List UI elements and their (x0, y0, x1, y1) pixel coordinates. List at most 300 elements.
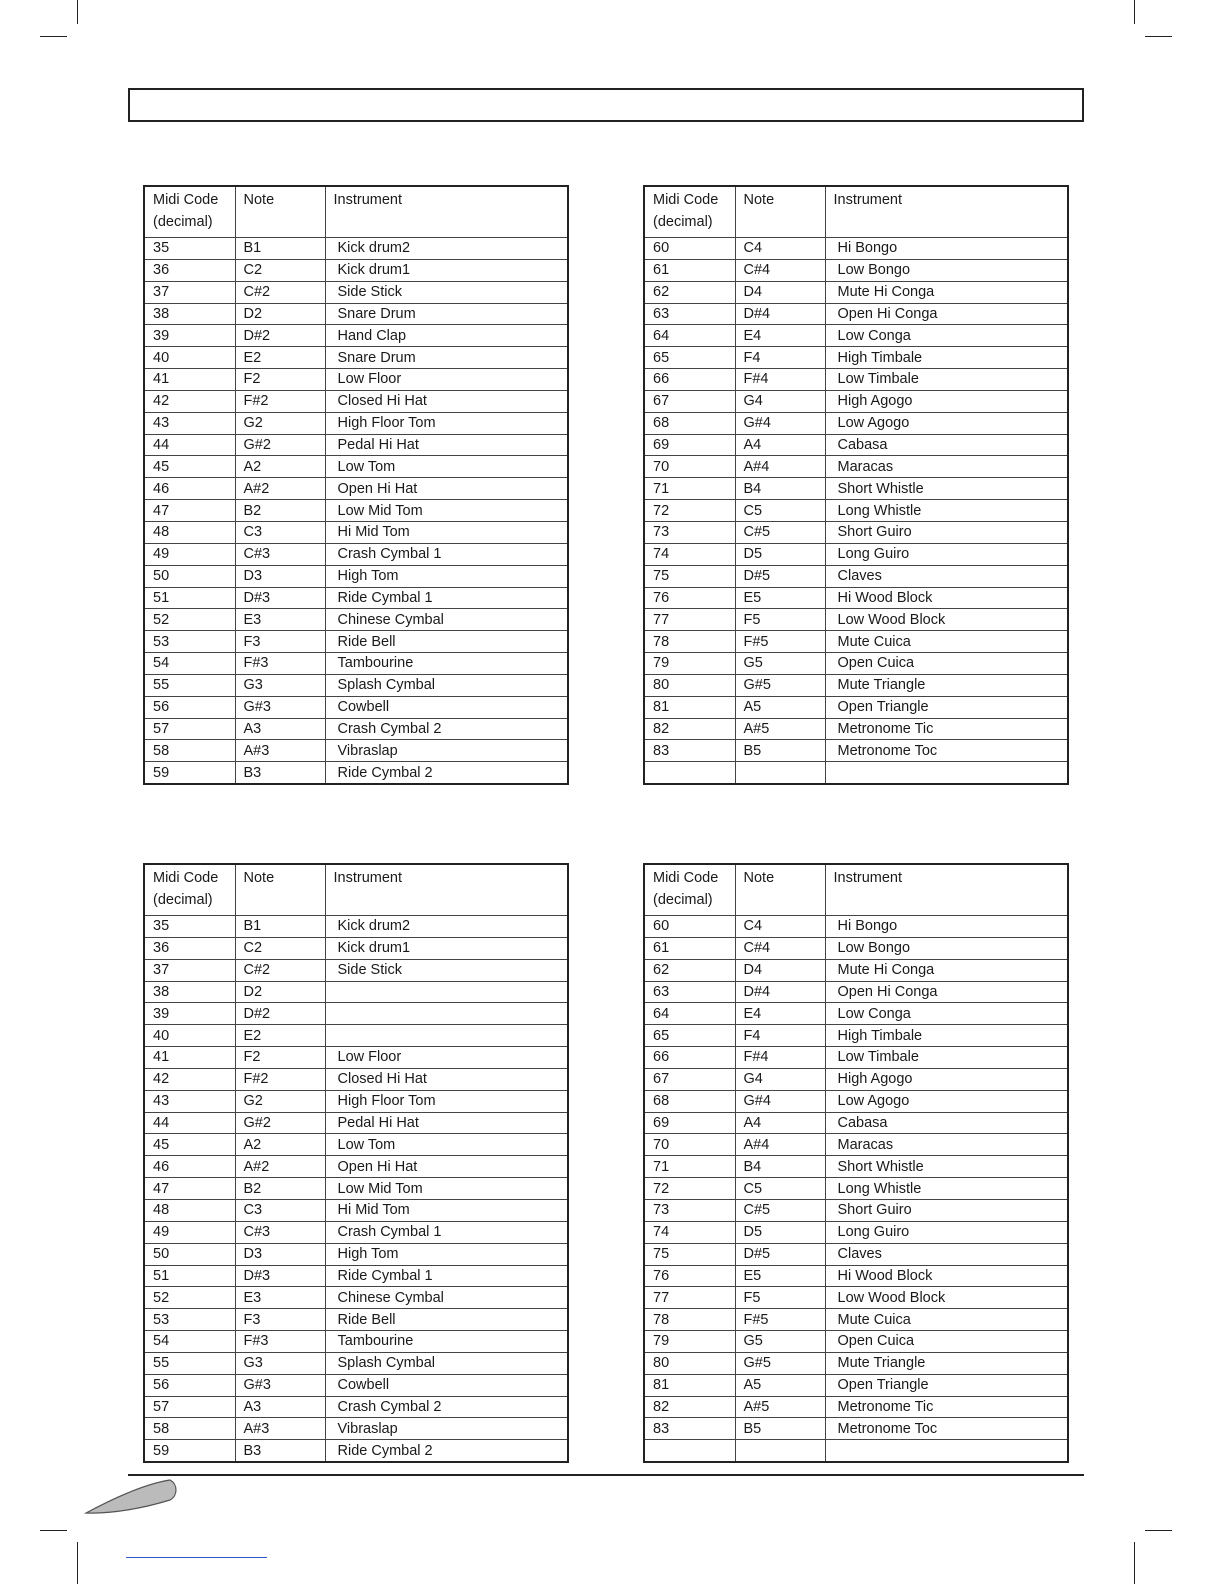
midi-code-cell: 49 (144, 1221, 235, 1243)
instrument-cell: Hand Clap (325, 325, 568, 347)
table-row (644, 916, 1068, 938)
midi-code-cell: 65 (644, 347, 735, 369)
table-body (644, 916, 1068, 1463)
note-cell: B4 (735, 1156, 825, 1178)
instrument-cell: Kick drum1 (325, 259, 568, 281)
note-cell: F2 (235, 369, 325, 391)
table-row (644, 1047, 1068, 1069)
crop-mark (1134, 1542, 1135, 1584)
midi-code-cell: 82 (644, 1396, 735, 1418)
instrument-cell: Open Triangle (825, 696, 1068, 718)
instrument-cell: High Agogo (825, 1068, 1068, 1090)
instrument-cell: Low Tom (325, 456, 568, 478)
midi-table-top-right (643, 185, 1069, 785)
table-header (644, 864, 1068, 916)
midi-code-cell: 64 (644, 1003, 735, 1025)
table-row (644, 1178, 1068, 1200)
note-cell: G4 (735, 390, 825, 412)
table-row (144, 500, 568, 522)
note-cell: C#2 (235, 281, 325, 303)
table-row (644, 1331, 1068, 1353)
table-row (144, 1287, 568, 1309)
crop-mark (40, 36, 67, 37)
instrument-cell: Hi Wood Block (825, 1265, 1068, 1287)
note-cell: D#4 (735, 303, 825, 325)
midi-code-cell: 57 (144, 718, 235, 740)
table-row (644, 390, 1068, 412)
instrument-cell: Pedal Hi Hat (325, 434, 568, 456)
instrument-cell: Claves (825, 1243, 1068, 1265)
midi-code-cell: 73 (644, 1199, 735, 1221)
note-cell: B5 (735, 1418, 825, 1440)
instrument-cell (825, 1440, 1068, 1462)
note-cell: A#2 (235, 1156, 325, 1178)
table-row (644, 347, 1068, 369)
table-row (144, 981, 568, 1003)
table-row (644, 1090, 1068, 1112)
midi-code-cell: 55 (144, 1352, 235, 1374)
midi-code-cell: 83 (644, 1418, 735, 1440)
table-row (644, 1134, 1068, 1156)
midi-code-cell: 78 (644, 1309, 735, 1331)
instrument-cell: Ride Cymbal 2 (325, 1440, 568, 1462)
note-cell: F#4 (735, 1047, 825, 1069)
midi-code-cell: 38 (144, 303, 235, 325)
table-row (144, 1243, 568, 1265)
instrument-cell: Snare Drum (325, 303, 568, 325)
instrument-cell: Cowbell (325, 696, 568, 718)
note-cell: C4 (735, 238, 825, 260)
midi-code-cell: 53 (144, 1309, 235, 1331)
midi-code-cell: 35 (144, 916, 235, 938)
instrument-cell: Hi Bongo (825, 916, 1068, 938)
table-row (644, 1003, 1068, 1025)
note-cell: E3 (235, 1287, 325, 1309)
midi-code-cell: 45 (144, 1134, 235, 1156)
table-row (644, 762, 1068, 784)
table-row (144, 325, 568, 347)
instrument-cell: Crash Cymbal 2 (325, 1396, 568, 1418)
note-cell: E2 (235, 347, 325, 369)
midi-code-cell: 77 (644, 1287, 735, 1309)
midi-code-cell: 73 (644, 521, 735, 543)
table-row (144, 259, 568, 281)
instrument-header: Instrument (825, 864, 1068, 916)
note-cell: C#5 (735, 521, 825, 543)
instrument-cell: Open Hi Conga (825, 981, 1068, 1003)
midi-code-cell: 62 (644, 959, 735, 981)
midi-code-cell: 60 (644, 916, 735, 938)
note-header: Note (235, 864, 325, 916)
table-row (644, 281, 1068, 303)
instrument-cell: Closed Hi Hat (325, 390, 568, 412)
instrument-cell: Side Stick (325, 281, 568, 303)
midi-code-cell: 58 (144, 1418, 235, 1440)
table-row (144, 1418, 568, 1440)
midi-code-cell: 59 (144, 762, 235, 784)
instrument-cell: Crash Cymbal 1 (325, 1221, 568, 1243)
table-row (144, 521, 568, 543)
midi-code-cell: 63 (644, 303, 735, 325)
midi-code-cell: 37 (144, 281, 235, 303)
table-row (144, 718, 568, 740)
instrument-cell (825, 762, 1068, 784)
note-header: Note (735, 186, 825, 238)
table-row (644, 1309, 1068, 1331)
instrument-cell: Open Cuica (825, 653, 1068, 675)
midi-code-cell: 81 (644, 696, 735, 718)
table-row (644, 718, 1068, 740)
note-cell (735, 1440, 825, 1462)
note-cell: C3 (235, 521, 325, 543)
midi-code-cell: 42 (144, 390, 235, 412)
table-row (144, 1396, 568, 1418)
table-row (144, 1003, 568, 1025)
note-cell: E4 (735, 1003, 825, 1025)
instrument-cell: Ride Cymbal 1 (325, 1265, 568, 1287)
midi-code-cell: 61 (644, 259, 735, 281)
instrument-cell: Chinese Cymbal (325, 609, 568, 631)
note-cell: F4 (735, 347, 825, 369)
table-row (144, 1178, 568, 1200)
note-cell: E3 (235, 609, 325, 631)
midi-code-cell: 36 (144, 937, 235, 959)
instrument-cell: Crash Cymbal 1 (325, 543, 568, 565)
note-cell: D5 (735, 1221, 825, 1243)
instrument-cell: Low Tom (325, 1134, 568, 1156)
table-row (644, 937, 1068, 959)
midi-code-cell (644, 1440, 735, 1462)
table-row (644, 543, 1068, 565)
instrument-cell: Mute Hi Conga (825, 959, 1068, 981)
note-cell: C#3 (235, 543, 325, 565)
midi-code-cell: 47 (144, 500, 235, 522)
midi-code-cell: 68 (644, 1090, 735, 1112)
instrument-cell: Metronome Toc (825, 740, 1068, 762)
note-cell: F#5 (735, 631, 825, 653)
table-row (144, 303, 568, 325)
table-row (644, 238, 1068, 260)
table-row (644, 1265, 1068, 1287)
midi-code-cell: 80 (644, 674, 735, 696)
midi-code-cell: 63 (644, 981, 735, 1003)
instrument-cell: Long Whistle (825, 1178, 1068, 1200)
midi-code-cell: 66 (644, 369, 735, 391)
note-cell: A#4 (735, 456, 825, 478)
table-row (144, 412, 568, 434)
table-row (144, 740, 568, 762)
note-cell (735, 762, 825, 784)
midi-code-cell: 57 (144, 1396, 235, 1418)
instrument-cell: Low Mid Tom (325, 500, 568, 522)
midi-code-cell: 79 (644, 1331, 735, 1353)
note-cell: B2 (235, 1178, 325, 1200)
instrument-cell: Ride Bell (325, 1309, 568, 1331)
note-cell: C4 (735, 916, 825, 938)
table-row (144, 456, 568, 478)
midi-code-cell: 69 (644, 434, 735, 456)
table-row (144, 1156, 568, 1178)
instrument-cell: Maracas (825, 1134, 1068, 1156)
midi-code-cell: 76 (644, 587, 735, 609)
note-cell: B3 (235, 762, 325, 784)
midi-code-cell: 70 (644, 1134, 735, 1156)
table-row (644, 609, 1068, 631)
table-row (144, 565, 568, 587)
midi-code-cell: 75 (644, 1243, 735, 1265)
crop-mark (1145, 36, 1172, 37)
note-header: Note (235, 186, 325, 238)
midi-code-cell: 56 (144, 696, 235, 718)
midi-code-cell: 46 (144, 1156, 235, 1178)
table-row (644, 412, 1068, 434)
instrument-cell: Mute Cuica (825, 1309, 1068, 1331)
note-cell: G2 (235, 1090, 325, 1112)
table-row (644, 696, 1068, 718)
table-row (144, 1440, 568, 1462)
note-cell: C#5 (735, 1199, 825, 1221)
note-cell: A4 (735, 434, 825, 456)
midi-table-bottom-right (643, 863, 1069, 1463)
note-cell: C#3 (235, 1221, 325, 1243)
note-cell: C#2 (235, 959, 325, 981)
instrument-cell: Short Guiro (825, 1199, 1068, 1221)
midi-code-cell: 67 (644, 390, 735, 412)
note-cell: D#3 (235, 1265, 325, 1287)
table-row (644, 1396, 1068, 1418)
table-row (144, 1134, 568, 1156)
instrument-cell: Open Hi Hat (325, 478, 568, 500)
instrument-cell: Hi Mid Tom (325, 521, 568, 543)
instrument-cell: Splash Cymbal (325, 674, 568, 696)
note-cell: C#4 (735, 937, 825, 959)
note-cell: D#5 (735, 1243, 825, 1265)
instrument-cell: Low Mid Tom (325, 1178, 568, 1200)
note-cell: D3 (235, 565, 325, 587)
instrument-cell: Kick drum2 (325, 238, 568, 260)
instrument-cell: Tambourine (325, 1331, 568, 1353)
note-cell: B2 (235, 500, 325, 522)
midi-code-cell: 66 (644, 1047, 735, 1069)
table-row (644, 740, 1068, 762)
note-header: Note (735, 864, 825, 916)
midi-code-cell: 54 (144, 653, 235, 675)
midi-code-header: Midi Code (decimal) (644, 186, 735, 238)
instrument-cell: High Timbale (825, 347, 1068, 369)
note-cell: E5 (735, 1265, 825, 1287)
instrument-cell: Metronome Toc (825, 1418, 1068, 1440)
note-cell: A2 (235, 1134, 325, 1156)
note-cell: F3 (235, 1309, 325, 1331)
instrument-cell: Open Hi Hat (325, 1156, 568, 1178)
table-row (644, 1112, 1068, 1134)
midi-code-cell: 39 (144, 1003, 235, 1025)
midi-code-cell: 55 (144, 674, 235, 696)
note-cell: F#4 (735, 369, 825, 391)
note-cell: B5 (735, 740, 825, 762)
table-row (644, 1243, 1068, 1265)
note-cell: A4 (735, 1112, 825, 1134)
midi-code-header: Midi Code (decimal) (144, 864, 235, 916)
table-body (144, 238, 568, 785)
table-row (644, 500, 1068, 522)
midi-code-cell: 80 (644, 1352, 735, 1374)
note-cell: B1 (235, 238, 325, 260)
table-row (644, 1440, 1068, 1462)
midi-code-cell: 79 (644, 653, 735, 675)
instrument-cell: Splash Cymbal (325, 1352, 568, 1374)
midi-code-cell: 60 (644, 238, 735, 260)
instrument-cell: Short Guiro (825, 521, 1068, 543)
crop-mark (1134, 0, 1135, 24)
instrument-cell: Metronome Tic (825, 718, 1068, 740)
midi-code-cell: 41 (144, 1047, 235, 1069)
table-row (144, 1309, 568, 1331)
note-cell: F4 (735, 1025, 825, 1047)
midi-code-cell: 61 (644, 937, 735, 959)
note-cell: G#3 (235, 696, 325, 718)
table-header (644, 186, 1068, 238)
table-row (144, 478, 568, 500)
midi-code-cell: 71 (644, 478, 735, 500)
instrument-cell: Snare Drum (325, 347, 568, 369)
table-row (144, 281, 568, 303)
instrument-cell: High Tom (325, 565, 568, 587)
instrument-cell: Ride Bell (325, 631, 568, 653)
table-row (644, 478, 1068, 500)
table-row (144, 916, 568, 938)
table-row (144, 1221, 568, 1243)
midi-code-cell: 47 (144, 1178, 235, 1200)
instrument-cell: Mute Triangle (825, 674, 1068, 696)
note-cell: C#4 (735, 259, 825, 281)
table-body (144, 916, 568, 1463)
note-cell: A2 (235, 456, 325, 478)
note-cell: C5 (735, 1178, 825, 1200)
table-row (144, 1090, 568, 1112)
midi-code-cell: 68 (644, 412, 735, 434)
midi-table-top-left (143, 185, 569, 785)
midi-code-cell: 42 (144, 1068, 235, 1090)
table-row (644, 959, 1068, 981)
instrument-cell: Kick drum2 (325, 916, 568, 938)
instrument-header: Instrument (825, 186, 1068, 238)
table-row (144, 1199, 568, 1221)
note-cell: A#3 (235, 740, 325, 762)
midi-code-cell: 48 (144, 521, 235, 543)
table-row (144, 1265, 568, 1287)
table-row (644, 259, 1068, 281)
instrument-header: Instrument (325, 864, 568, 916)
midi-code-cell: 35 (144, 238, 235, 260)
table-row (644, 653, 1068, 675)
instrument-cell: Hi Wood Block (825, 587, 1068, 609)
instrument-cell: Vibraslap (325, 1418, 568, 1440)
note-cell: B4 (735, 478, 825, 500)
table-row (144, 347, 568, 369)
instrument-cell: Maracas (825, 456, 1068, 478)
midi-code-header: Midi Code (decimal) (644, 864, 735, 916)
table-row (144, 609, 568, 631)
note-cell: A#2 (235, 478, 325, 500)
table-row (144, 631, 568, 653)
instrument-cell: Ride Cymbal 1 (325, 587, 568, 609)
midi-code-cell: 50 (144, 1243, 235, 1265)
instrument-cell: Mute Triangle (825, 1352, 1068, 1374)
note-cell: D2 (235, 303, 325, 325)
table-row (644, 369, 1068, 391)
midi-code-cell: 74 (644, 1221, 735, 1243)
midi-table-bottom-left (143, 863, 569, 1463)
table-row (144, 1374, 568, 1396)
crop-mark (77, 1542, 78, 1584)
table-row (644, 1418, 1068, 1440)
midi-code-cell: 39 (144, 325, 235, 347)
note-cell: G#5 (735, 674, 825, 696)
instrument-cell: Low Timbale (825, 1047, 1068, 1069)
table-row (644, 631, 1068, 653)
note-cell: G3 (235, 1352, 325, 1374)
midi-code-cell: 52 (144, 609, 235, 631)
midi-code-cell: 40 (144, 347, 235, 369)
table-row (144, 762, 568, 784)
midi-code-header: Midi Code (decimal) (144, 186, 235, 238)
page-header-box (128, 88, 1084, 122)
midi-code-cell: 51 (144, 587, 235, 609)
note-cell: D5 (735, 543, 825, 565)
table-row (644, 434, 1068, 456)
note-cell: G3 (235, 674, 325, 696)
instrument-cell: Hi Mid Tom (325, 1199, 568, 1221)
instrument-cell: Low Conga (825, 1003, 1068, 1025)
midi-code-cell: 58 (144, 740, 235, 762)
note-cell: G#2 (235, 434, 325, 456)
midi-code-cell: 43 (144, 412, 235, 434)
midi-code-cell: 54 (144, 1331, 235, 1353)
midi-code-cell: 50 (144, 565, 235, 587)
table-row (144, 1352, 568, 1374)
midi-code-cell: 40 (144, 1025, 235, 1047)
note-cell: A#3 (235, 1418, 325, 1440)
midi-code-cell: 67 (644, 1068, 735, 1090)
note-cell: E4 (735, 325, 825, 347)
note-cell: A#4 (735, 1134, 825, 1156)
table-row (144, 1025, 568, 1047)
instrument-cell: Side Stick (325, 959, 568, 981)
table-row (144, 434, 568, 456)
note-cell: G#4 (735, 1090, 825, 1112)
instrument-cell: High Floor Tom (325, 1090, 568, 1112)
instrument-cell: Low Wood Block (825, 609, 1068, 631)
table-row (144, 1047, 568, 1069)
instrument-cell: Short Whistle (825, 478, 1068, 500)
instrument-cell: Claves (825, 565, 1068, 587)
note-cell: D4 (735, 281, 825, 303)
midi-code-cell: 41 (144, 369, 235, 391)
note-cell: C5 (735, 500, 825, 522)
note-cell: D#5 (735, 565, 825, 587)
note-cell: A#5 (735, 1396, 825, 1418)
midi-code-cell: 49 (144, 543, 235, 565)
note-cell: G5 (735, 653, 825, 675)
note-cell: D#2 (235, 1003, 325, 1025)
note-cell: A3 (235, 718, 325, 740)
midi-code-cell: 76 (644, 1265, 735, 1287)
midi-code-cell (644, 762, 735, 784)
note-cell: D#3 (235, 587, 325, 609)
midi-code-cell: 65 (644, 1025, 735, 1047)
instrument-cell: Chinese Cymbal (325, 1287, 568, 1309)
